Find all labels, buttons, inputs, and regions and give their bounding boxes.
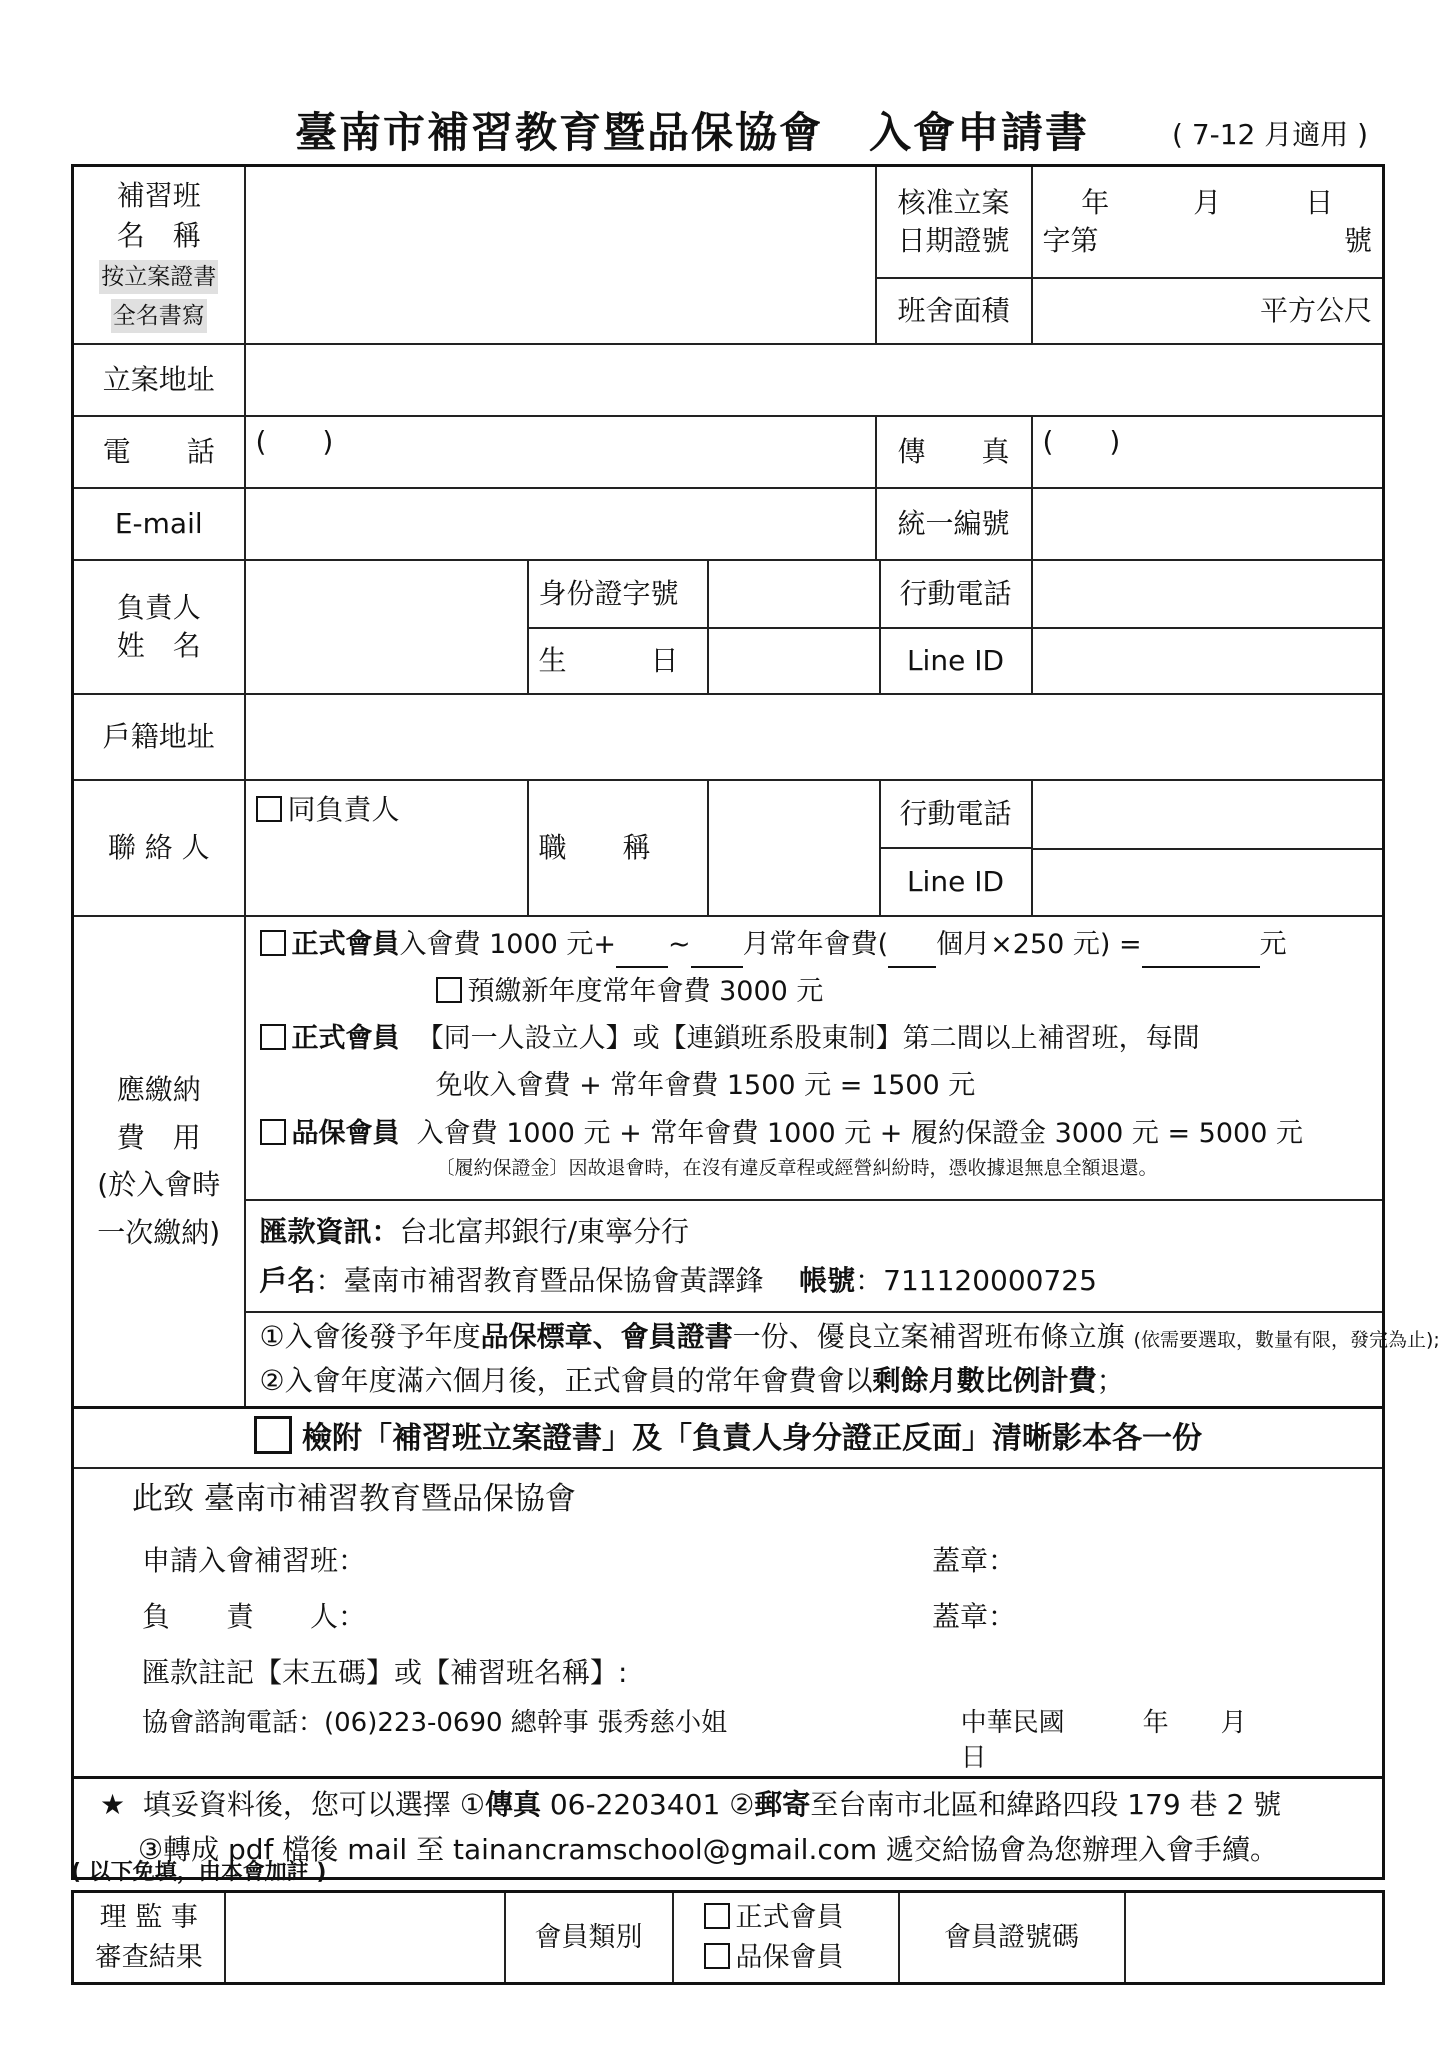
member-benefits: ①入會後發予年度品保標章、會員證書一份、優良立案補習班布條立旗 (依需要選取，數量有限，發完為止); ②入會年度滿六個月後，正式會員的常年會費會以剩餘月數比例計費； — [245, 1312, 1384, 1408]
review-field[interactable] — [225, 1892, 505, 1984]
birthday-label: 生 日 — [528, 628, 708, 694]
school-name-label: 補習班 名 稱 按立案證書 全名書寫 — [73, 166, 245, 344]
attachment-requirement: 檢附「補習班立案證書」及「負責人身分證正反面」清晰影本各一份 — [73, 1408, 1384, 1468]
chain-fee-detail: 免收入會費 + 常年會費 1500 元 = 1500 元 — [435, 1070, 976, 1102]
owner-seal-label: 蓋章： — [932, 1600, 1017, 1634]
fee-option-regular: 正式會員入會費 1000 元+ ~ 月常年會費( 個月×250 元) = 元 — [260, 921, 1375, 968]
contact-mobile-field[interactable] — [1032, 780, 1384, 849]
area-label: 班舍面積 — [876, 278, 1032, 344]
qa-member-checkbox[interactable] — [260, 1119, 286, 1145]
fee-option-qa: 品保會員 入會費 1000 元 + 常年會費 1000 元 + 履約保證金 3000 元 = 5000 元 — [260, 1110, 1375, 1157]
contact-label: 聯 絡 人 — [73, 780, 245, 916]
job-title-field[interactable] — [708, 780, 1032, 916]
job-title-label: 職 稱 — [528, 780, 708, 916]
contact-mobile-label: 行動電話 — [881, 781, 1031, 849]
applicant-label: 申請入會補習班： — [142, 1544, 367, 1578]
line-id-label: Line ID — [906, 643, 1005, 677]
household-address-field[interactable] — [245, 694, 1384, 780]
tax-id-label: 統一編號 — [876, 488, 1032, 560]
phone-label: 電 話 — [73, 416, 245, 488]
household-address-label: 戶籍地址 — [73, 694, 245, 780]
application-form — [71, 164, 1440, 1880]
application-date: 中華民國 年 月 日 — [960, 1707, 1299, 1773]
prepay-option: 預繳新年度常年會費 3000 元 — [260, 968, 1375, 1015]
prepay-checkbox[interactable] — [436, 977, 462, 1003]
star-icon: ★ — [100, 1788, 126, 1822]
hotline: 協會諮詢電話：(06)223-0690 總幹事 張秀慈小姐 — [142, 1707, 728, 1738]
regular-member-checkbox[interactable] — [260, 930, 286, 956]
owner-name-field[interactable] — [245, 560, 528, 694]
office-use-caption: ( 以下免填，由本會加註 ) — [71, 1860, 327, 1885]
id-no-field[interactable] — [708, 560, 1032, 628]
office-regular-checkbox[interactable] — [704, 1903, 730, 1929]
email-field[interactable] — [245, 488, 876, 560]
addressee: 此致 臺南市補習教育暨品保協會 — [132, 1480, 576, 1517]
id-no-label: 身份證字號 — [528, 560, 708, 628]
remittance-note-label: 匯款註記【末五碼】或【補習班名稱】: — [142, 1656, 628, 1690]
member-type-options: 正式會員 品保會員 — [673, 1892, 899, 1984]
tax-id-field[interactable] — [1032, 488, 1384, 560]
same-as-owner-checkbox[interactable] — [256, 796, 282, 822]
office-qa-checkbox[interactable] — [704, 1943, 730, 1969]
birthday-field[interactable] — [708, 628, 1032, 694]
email-label: E-mail — [73, 488, 245, 560]
chain-member-checkbox[interactable] — [260, 1024, 286, 1050]
fax-field[interactable]: ( ) — [1032, 416, 1384, 488]
cert-no-label: 會員證號碼 — [899, 1892, 1125, 1984]
header — [0, 0, 1448, 170]
approval-field[interactable]: 年 月 日 字第 號 — [1032, 166, 1384, 278]
office-use-table — [71, 1890, 1385, 1985]
submit-instructions: ★ 填妥資料後，您可以選擇 ①傳真 06-2203401 ②郵寄至台南市北區和緯路四段 179 巷 2 號 ③轉成 pdf 檔後 mail 至 tainancramschool@gmail.com 遞交給協會為您辦理入會手續。 — [73, 1778, 1384, 1879]
review-label: 理 監 事 審查結果 — [73, 1892, 225, 1984]
phone-field[interactable]: ( ) — [245, 416, 876, 488]
contact-line-id-label: Line ID — [906, 864, 1005, 898]
school-name-field[interactable] — [245, 166, 876, 344]
fee-options — [245, 916, 1384, 1200]
contact-name-field[interactable]: 同負責人 — [245, 780, 528, 916]
page-title: 臺南市補習教育暨品保協會 入會申請書 — [295, 108, 1090, 157]
closing-section — [73, 1468, 1384, 1778]
fees-label: 應繳納 費 用 (於入會時 一次繳納) — [73, 916, 245, 1408]
area-field[interactable]: 平方公尺 — [1032, 278, 1384, 344]
deposit-note: 〔履約保證金〕因故退會時，在沒有違反章程或經營糾紛時，憑收據退無息全額退還。 — [435, 1156, 1158, 1179]
cert-no-field[interactable] — [1125, 1892, 1384, 1984]
mobile-field[interactable] — [1032, 560, 1384, 628]
mobile-label: 行動電話 — [899, 576, 1012, 610]
owner-label: 負責人 姓 名 — [73, 560, 245, 694]
applicable-period: ( 7-12 月適用 ) — [1172, 118, 1369, 151]
applicant-seal-label: 蓋章： — [932, 1544, 1017, 1578]
fax-label: 傳 真 — [876, 416, 1032, 488]
address-field[interactable] — [245, 344, 1384, 416]
address-label: 立案地址 — [73, 344, 245, 416]
remittance-info: 匯款資訊：台北富邦銀行/東寧分行 戶名：臺南市補習教育暨品保協會黃譯鋒 帳號：711120000725 — [245, 1200, 1384, 1312]
attachment-checkbox[interactable] — [254, 1416, 292, 1454]
contact-line-id-field[interactable] — [1032, 849, 1384, 916]
fee-option-chain: 正式會員 【同一人設立人】或【連鎖班系股東制】第二間以上補習班，每間 — [260, 1015, 1375, 1062]
member-type-label: 會員類別 — [505, 1892, 673, 1984]
owner-sign-label: 負 責 人： — [142, 1600, 367, 1634]
approval-label: 核准立案 日期證號 — [876, 166, 1032, 278]
line-id-field[interactable] — [1032, 628, 1384, 694]
